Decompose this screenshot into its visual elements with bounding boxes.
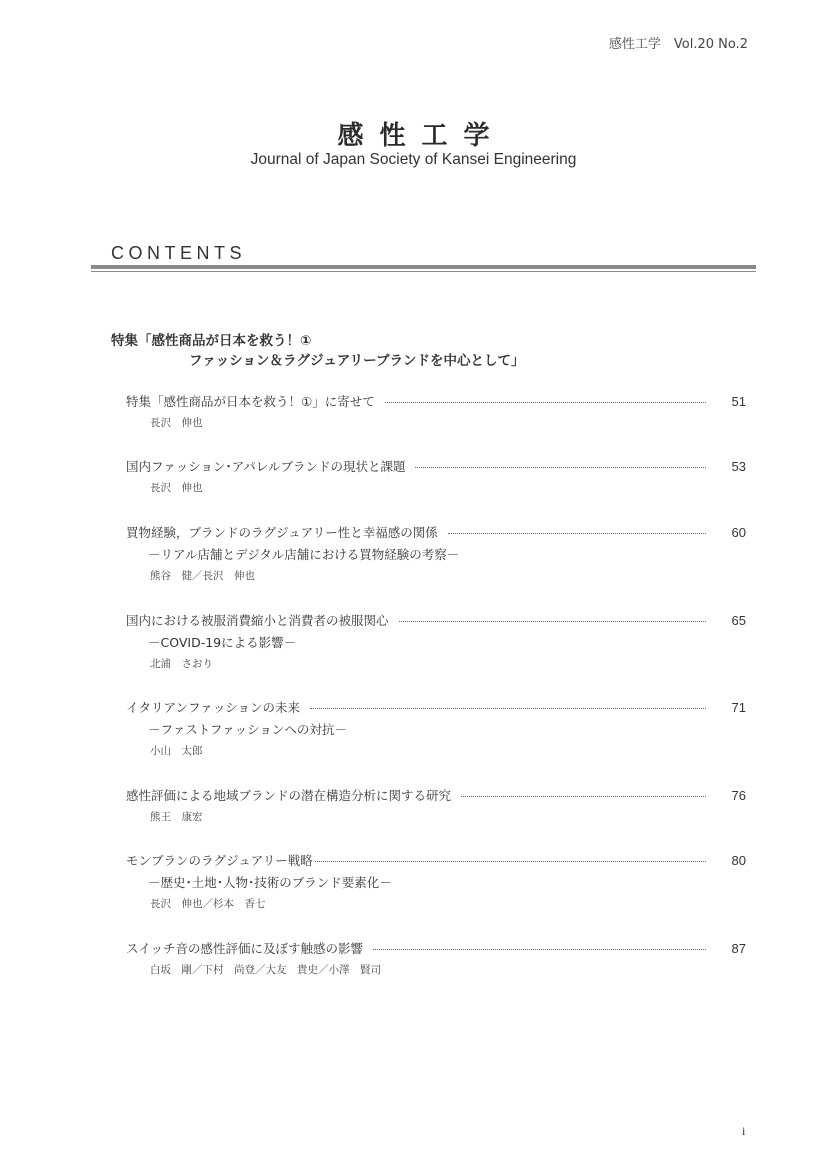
feature-title-line2: ファッション＆ラグジュアリーブランドを中心として」 — [189, 353, 525, 369]
leader-dots — [385, 392, 706, 403]
entry-title[interactable]: 感性評価による地域ブランドの潜在構造分析に関する研究 — [126, 788, 452, 803]
page-number: i — [742, 1124, 746, 1138]
entry-subtitle: －リアル店舗とデジタル店舗における買物経験の考察－ — [148, 547, 460, 562]
toc-entry[interactable] — [126, 787, 746, 825]
toc-entry[interactable] — [126, 393, 746, 431]
toc-entry[interactable] — [126, 524, 746, 584]
leader-dots — [448, 523, 706, 534]
feature-section-title — [111, 331, 524, 371]
entry-page: 51 — [731, 394, 746, 409]
entry-page: 87 — [731, 941, 746, 956]
entry-page: 80 — [731, 853, 746, 868]
entry-subtitle: －ファストファッションへの対抗－ — [148, 722, 347, 737]
entry-title[interactable]: モンブランのラグジュアリー戦略 — [126, 853, 313, 868]
journal-title-japanese: 感性工学 — [337, 121, 506, 151]
entry-authors: 熊王 康宏 — [150, 811, 203, 823]
entry-title[interactable]: スイッチ音の感性評価に及ぼす触感の影響 — [126, 941, 364, 956]
entry-page: 71 — [731, 700, 746, 715]
leader-dots — [399, 611, 706, 622]
entry-title[interactable]: 特集「感性商品が日本を救う！①」に寄せて — [126, 394, 375, 409]
entry-title[interactable]: 買物経験，ブランドのラグジュアリー性と幸福感の関係 — [126, 525, 438, 540]
contents-heading: CONTENTS — [111, 243, 246, 263]
leader-dots — [315, 851, 706, 862]
entry-title[interactable]: イタリアンファッションの未来 — [126, 700, 301, 715]
entry-authors: 小山 太郎 — [150, 745, 203, 757]
entry-page: 53 — [731, 459, 746, 474]
leader-dots — [461, 786, 706, 797]
journal-volume-header: 感性工学 Vol.20 No.2 — [608, 37, 748, 52]
toc-entry[interactable] — [126, 852, 746, 912]
entry-authors: 北浦 さおり — [150, 658, 213, 670]
entry-authors: 長沢 伸也 — [150, 417, 203, 429]
toc-entry[interactable] — [126, 458, 746, 496]
leader-dots — [415, 457, 706, 468]
entry-authors: 長沢 伸也 — [150, 482, 203, 494]
journal-title-english: Journal of Japan Society of Kansei Engineering — [250, 151, 577, 168]
entry-page: 65 — [731, 613, 746, 628]
entry-authors: 長沢 伸也／杉本 香七 — [150, 898, 266, 910]
toc-entry[interactable] — [126, 612, 746, 672]
entry-authors: 熊谷 健／長沢 伸也 — [150, 570, 255, 582]
entry-title[interactable]: 国内における被服消費縮小と消費者の被服関心 — [126, 613, 389, 628]
heading-rule-thin — [91, 271, 756, 272]
entry-page: 60 — [731, 525, 746, 540]
heading-rule-thick — [91, 265, 756, 269]
entry-page: 76 — [731, 788, 746, 803]
toc-entry[interactable] — [126, 940, 746, 978]
leader-dots — [310, 698, 706, 709]
leader-dots — [373, 939, 706, 950]
entry-subtitle: －歴史･土地･人物･技術のブランド要素化－ — [148, 875, 392, 890]
feature-title-line1: 特集「感性商品が日本を救う！① — [111, 333, 312, 349]
entry-authors: 白坂 剛／下村 尚登／大友 貴史／小澤 賢司 — [150, 964, 381, 976]
entry-subtitle: －COVID-19による影響－ — [148, 635, 297, 650]
toc-entry[interactable] — [126, 699, 746, 759]
entry-title[interactable]: 国内ファッション･アパレルブランドの現状と課題 — [126, 459, 406, 474]
